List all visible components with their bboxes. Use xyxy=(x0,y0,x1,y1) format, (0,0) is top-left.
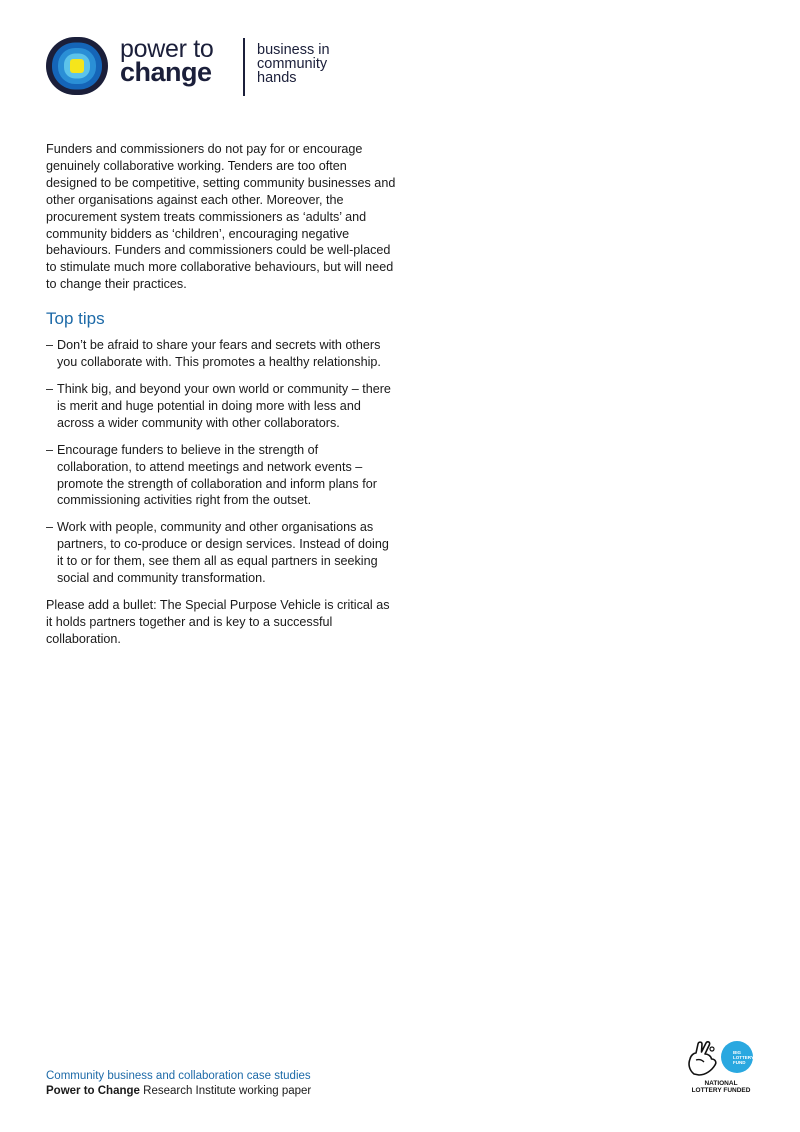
tip-dash: – xyxy=(46,381,54,396)
logo-line-2: change xyxy=(120,57,212,87)
crossed-fingers-icon xyxy=(686,1040,720,1076)
tip-text: Work with people, community and other organisations as partners, to co-produce or design services. Instead of doing it to or for them, see them all as equal partners in seeking social and community transformation. xyxy=(57,520,389,586)
intro-paragraph: Funders and commissioners do not pay for or encourage genuinely collaborative working. Tenders are too often designed to be competitive, setting community businesses and other organisations against each other. Moreover, the procurement system treats commissioners as ‘adults’ and community bidders as ‘children’, encouraging negative behaviours. Funders and commissioners could be well-placed to stimulate much more collaborative behaviours, but will need to change their practices. xyxy=(46,142,396,292)
tip-dash: – xyxy=(46,520,54,535)
tip-item xyxy=(46,381,396,432)
footer-brand: Power to Change xyxy=(46,1085,140,1097)
logo-divider xyxy=(243,38,245,96)
tip-text: Don’t be afraid to share your fears and secrets with others you collaborate with. This promotes a healthy relationship. xyxy=(57,338,381,370)
tagline-line-1: business in xyxy=(257,42,330,58)
tagline-line-2: community xyxy=(257,56,328,72)
tip-item xyxy=(46,337,396,371)
big-lottery-fund-text: BIG LOTTERY FUND xyxy=(733,1050,754,1065)
lottery-label-line-2: LOTTERY FUNDED xyxy=(691,1087,751,1094)
big-lottery-fund-logo xyxy=(721,1041,753,1073)
tip-text: Think big, and beyond your own world or community – there is merit and huge potential in doing more with less and across a wider community with other collaborators. xyxy=(57,381,391,430)
power-to-change-logo-icon xyxy=(46,37,108,95)
footer xyxy=(46,1069,311,1099)
logo-tagline xyxy=(257,43,330,85)
tip-item xyxy=(46,519,396,587)
lottery-funded-label xyxy=(686,1080,756,1094)
footer-series-title: Community business and collaboration case studies xyxy=(46,1070,311,1082)
footer-paper-title xyxy=(46,1084,311,1099)
tip-dash: – xyxy=(46,338,54,353)
header xyxy=(46,36,366,98)
logo-wordmark xyxy=(120,35,214,87)
national-lottery-badge xyxy=(686,1040,756,1096)
tips-heading: Top tips xyxy=(46,309,105,329)
tagline-line-3: hands xyxy=(257,70,297,86)
closing-paragraph: Please add a bullet: The Special Purpose Vehicle is critical as it holds partners together and is key to a successful collaboration. xyxy=(46,597,390,646)
lottery-label-line-1: NATIONAL xyxy=(704,1080,738,1087)
tip-item xyxy=(46,442,396,510)
tip-text: Encourage funders to believe in the strength of collaboration, to attend meetings and network events – promote the strength of collaboration and inform plans for commissioning activities right from the outset. xyxy=(57,442,377,508)
tips-list xyxy=(46,337,396,587)
footer-paper-type: Research Institute working paper xyxy=(139,1085,312,1097)
main-content xyxy=(46,141,396,648)
logo-line-1: power to xyxy=(120,35,214,63)
tip-dash: – xyxy=(46,442,54,457)
